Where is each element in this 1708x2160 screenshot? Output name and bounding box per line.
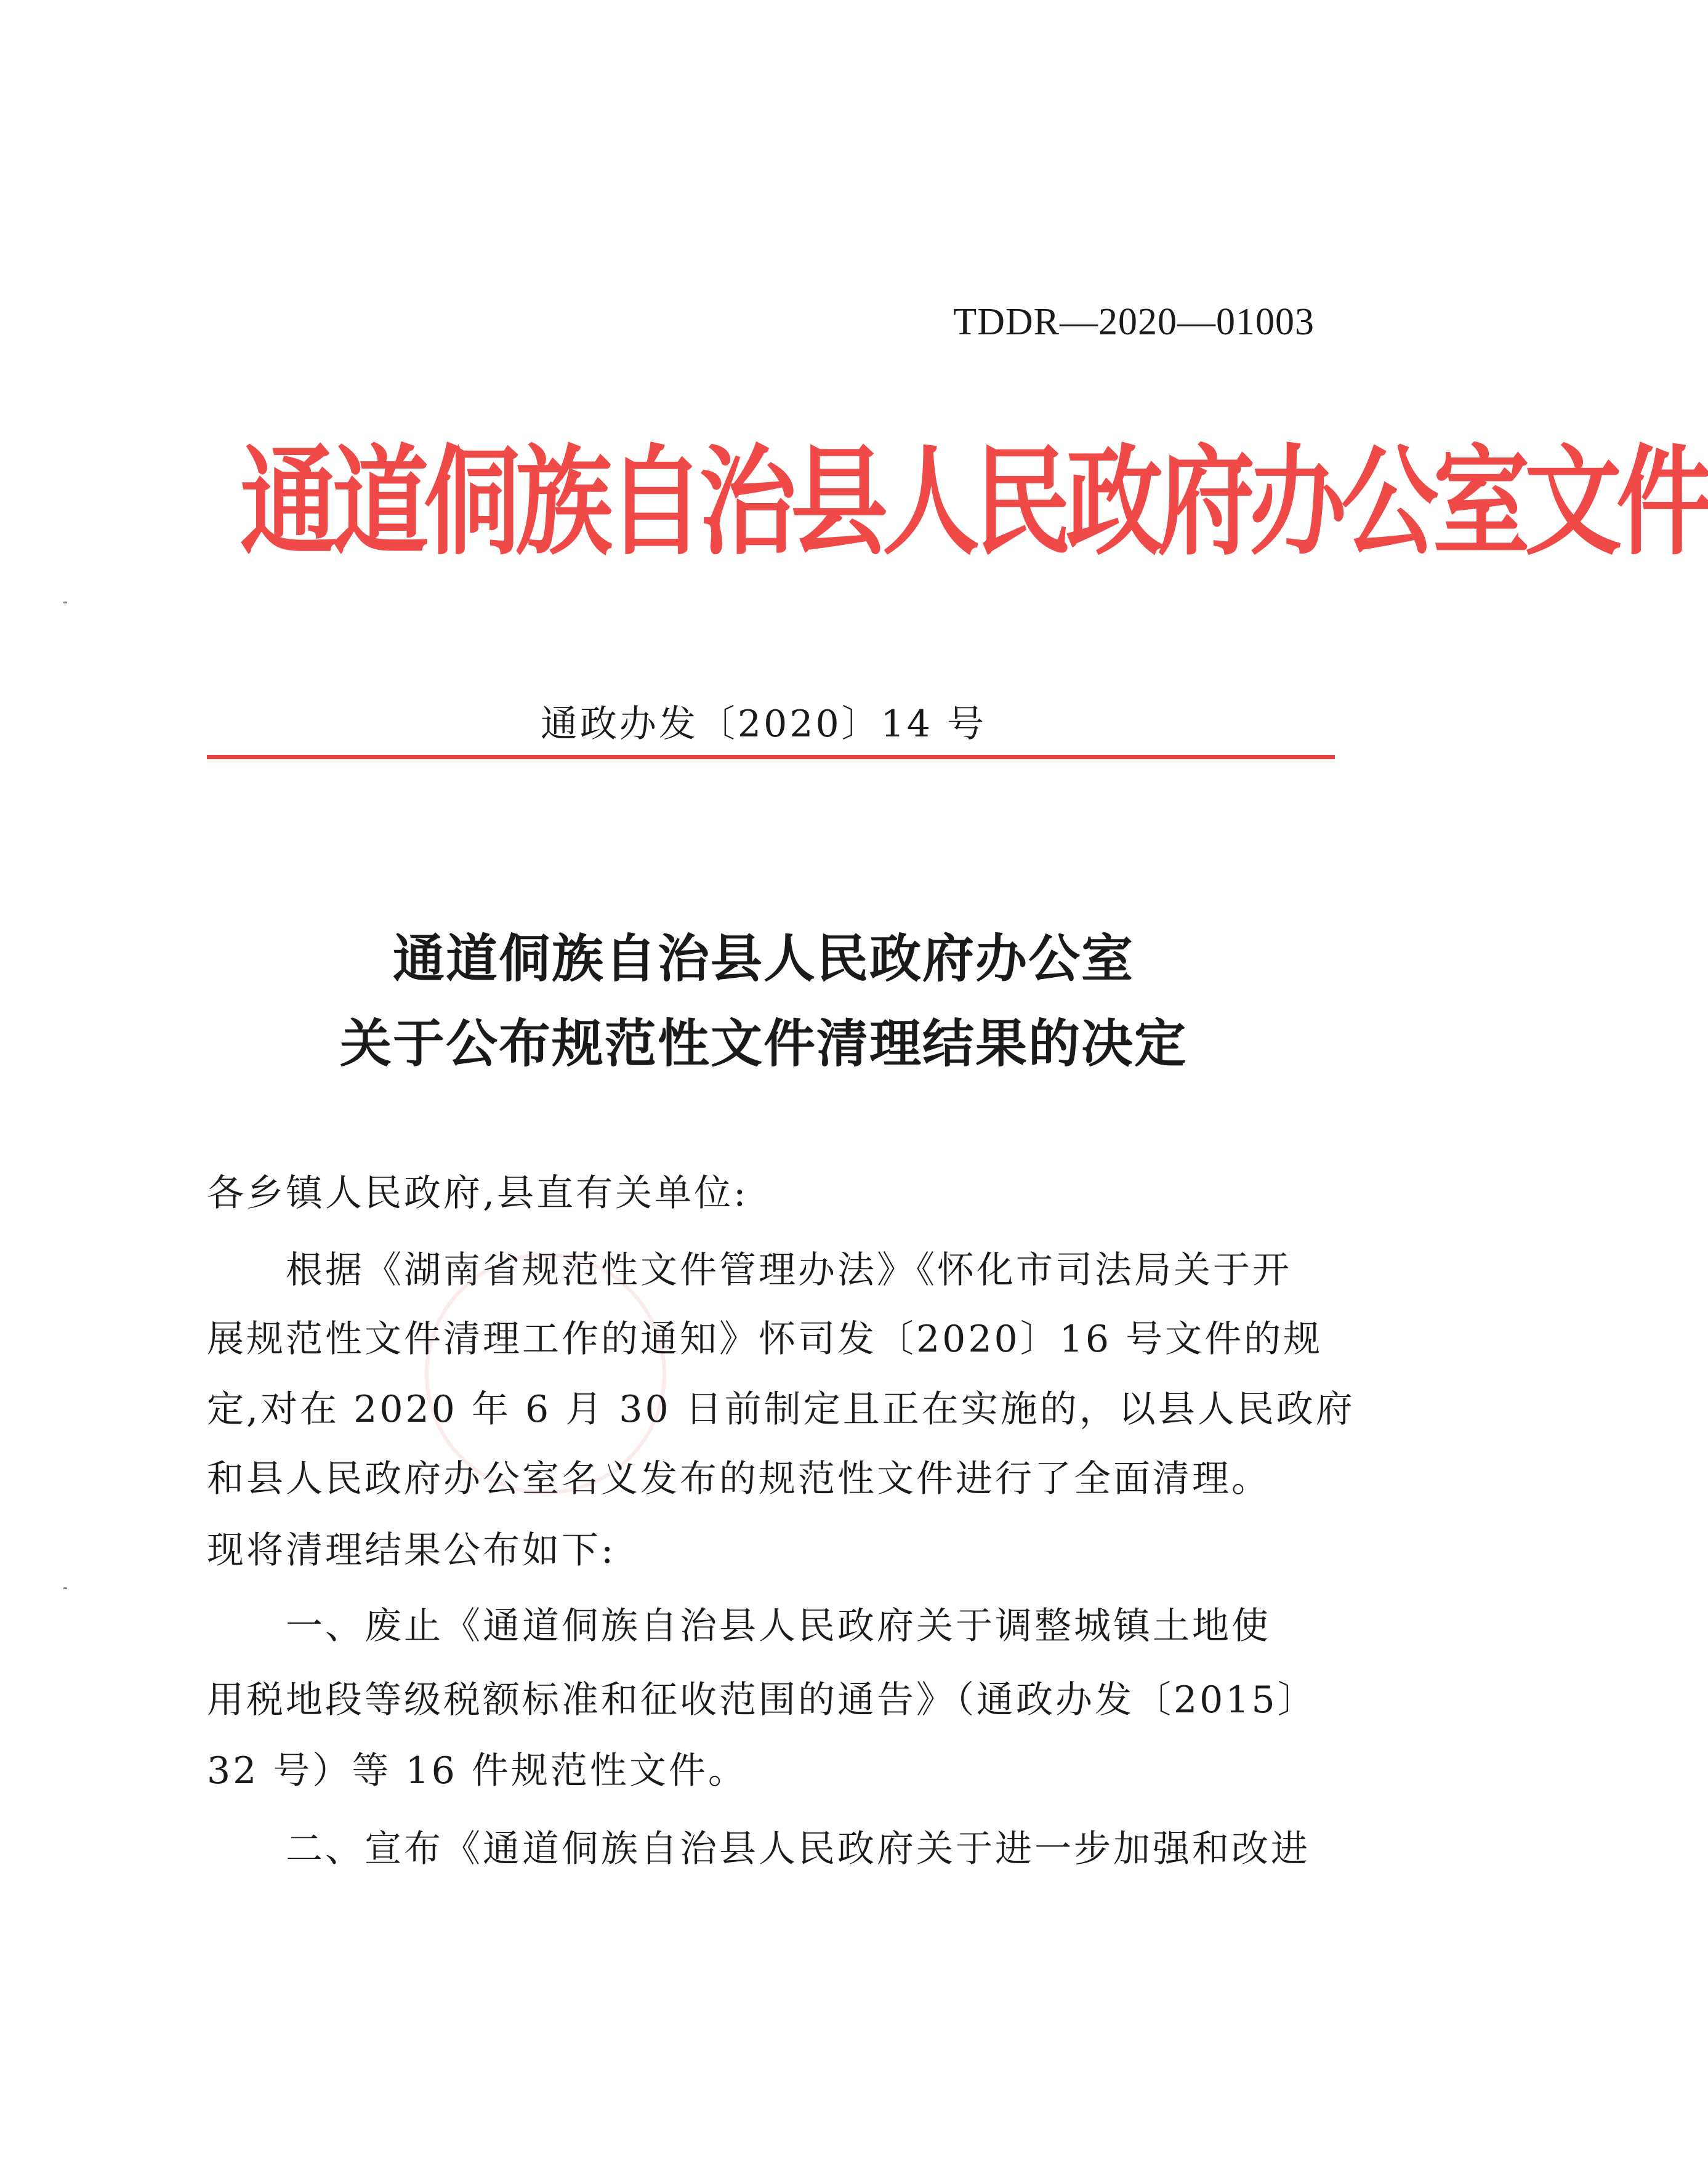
document-title-line-1: 通道侗族自治县人民政府办公室 [392, 929, 1134, 989]
salutation: 各乡镇人民政府,县直有关单位: [207, 1172, 749, 1215]
document-code: TDDR—2020—01003 [953, 301, 1315, 343]
body-line: 定,对在 2020 年 6 月 30 日前制定且正在实施的，以县人民政府 [207, 1388, 1355, 1431]
body-line: 32 号）等 16 件规范性文件。 [207, 1749, 747, 1792]
body-line: 用税地段等级税额标准和征收范围的通告》（通政办发〔2015〕 [207, 1678, 1317, 1722]
scan-speck [63, 602, 67, 603]
scan-speck [63, 1587, 67, 1589]
document-title-line-2: 关于公布规范性文件清理结果的决定 [339, 1014, 1187, 1074]
body-line: 和县人民政府办公室名义发布的规范性文件进行了全面清理。 [207, 1457, 1271, 1501]
body-line: 一、废止《通道侗族自治县人民政府关于调整城镇土地使 [207, 1605, 1271, 1648]
body-line: 展规范性文件清理工作的通知》怀司发〔2020〕16 号文件的规 [207, 1318, 1323, 1361]
body-line: 根据《湖南省规范性文件管理办法》《怀化市司法局关于开 [207, 1249, 1292, 1292]
document-number: 通政办发〔2020〕14 号 [540, 703, 987, 746]
red-divider-line [207, 755, 1335, 759]
masthead-title: 通道侗族自治县人民政府办公室文件 [240, 433, 1708, 572]
body-line: 现将清理结果公布如下: [207, 1529, 616, 1572]
body-line: 二、宣布《通道侗族自治县人民政府关于进一步加强和改进 [207, 1828, 1310, 1871]
